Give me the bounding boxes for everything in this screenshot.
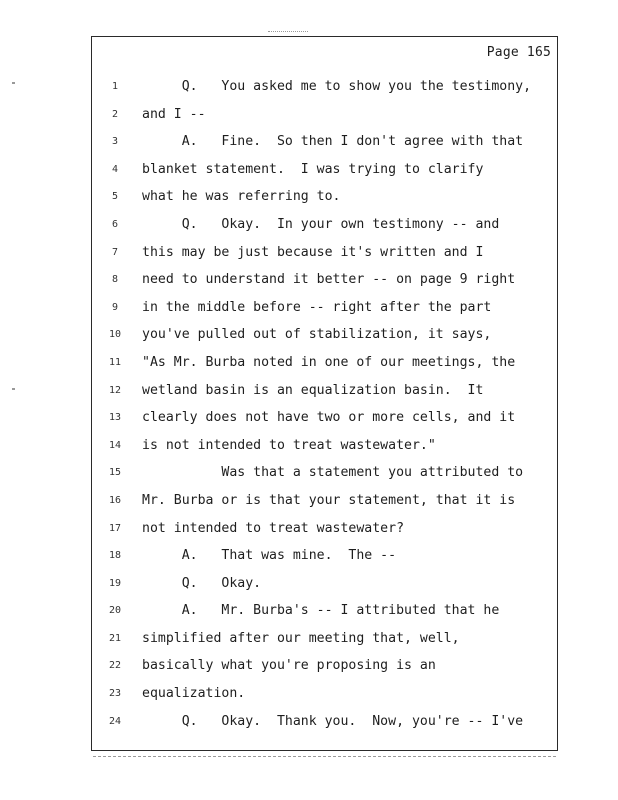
transcript-line: A. That was mine. The --: [142, 548, 397, 564]
transcript-text: [142, 73, 554, 735]
line-number: 7: [111, 246, 119, 258]
transcript-line: Q. You asked me to show you the testimony,: [142, 79, 532, 94]
line-number: 9: [111, 301, 119, 313]
scan-artifact-top: [268, 31, 308, 32]
transcript-line: Q. Okay.: [142, 575, 262, 591]
transcript-line: simplified after our meeting that, well,: [142, 630, 460, 646]
line-number: 17: [108, 522, 122, 534]
line-number: 24: [108, 715, 122, 727]
transcript-line: blanket statement. I was trying to clarify: [142, 161, 484, 177]
line-number: 6: [111, 218, 119, 230]
page-number: Page 165: [486, 45, 551, 60]
transcript-line: equalization.: [142, 686, 246, 702]
line-number: 5: [111, 191, 119, 203]
line-number: 12: [108, 384, 122, 396]
transcript-line: clearly does not have two or more cells, and it: [142, 410, 516, 426]
line-number: 15: [108, 467, 122, 479]
line-number: 8: [111, 274, 119, 286]
line-number: 14: [108, 439, 122, 451]
transcript-line: what he was referring to.: [142, 189, 341, 205]
transcript-line: you've pulled out of stabilization, it says,: [142, 327, 492, 343]
transcript-line: this may be just because it's written and I: [142, 244, 484, 260]
transcript-line: "As Mr. Burba noted in one of our meetings, the: [142, 354, 516, 370]
transcript-line: in the middle before -- right after the part: [142, 299, 492, 315]
transcript-line: A. Mr. Burba's -- I attributed that he: [142, 603, 500, 619]
line-number: 10: [108, 329, 122, 341]
line-number: 19: [108, 577, 122, 589]
line-number: 13: [108, 412, 122, 424]
scan-artifact-left-2: [12, 388, 15, 390]
line-number: 2: [111, 108, 119, 120]
line-number: 1: [111, 81, 119, 92]
line-number-column: [92, 73, 138, 735]
transcript-line: and I --: [142, 106, 206, 122]
transcript-page: [91, 36, 558, 751]
transcript-line: not intended to treat wastewater?: [142, 520, 405, 536]
transcript-line: Was that a statement you attributed to: [142, 465, 524, 481]
transcript-line: A. Fine. So then I don't agree with that: [142, 134, 524, 150]
transcript-line: Q. Okay. Thank you. Now, you're -- I've: [142, 713, 524, 729]
line-number: 18: [108, 550, 122, 562]
transcript-line: Mr. Burba or is that your statement, that it is: [142, 492, 516, 508]
line-number: 23: [108, 688, 122, 700]
transcript-line: is not intended to treat wastewater.": [142, 437, 436, 453]
transcript-line: wetland basin is an equalization basin. It: [142, 382, 484, 398]
bottom-rule: [93, 756, 556, 757]
line-number: 22: [108, 660, 122, 672]
line-number: 21: [108, 632, 122, 644]
line-number: 3: [111, 136, 119, 148]
line-number: 16: [108, 494, 122, 506]
transcript-line: basically what you're proposing is an: [142, 658, 436, 674]
line-number: 4: [111, 163, 119, 175]
line-number: 11: [108, 356, 122, 368]
scan-artifact-left-1: [12, 82, 15, 84]
transcript-line: need to understand it better -- on page 9 right: [142, 272, 516, 288]
transcript-line: Q. Okay. In your own testimony -- and: [142, 216, 500, 232]
line-number: 20: [108, 605, 122, 617]
